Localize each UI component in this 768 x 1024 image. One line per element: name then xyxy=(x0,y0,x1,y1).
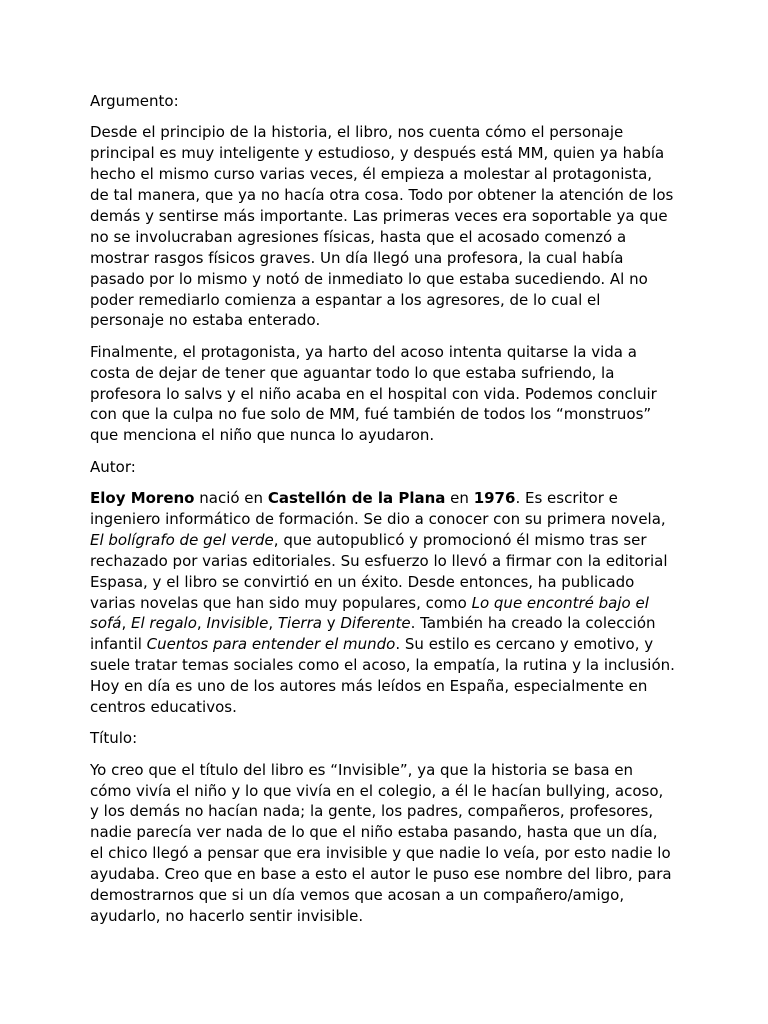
birth-year: 1976 xyxy=(473,488,516,507)
text-fragment: , que autopublicó y promocionó él mismo tras ser xyxy=(273,530,647,549)
heading-autor: Autor: xyxy=(90,457,136,476)
book-title: Invisible xyxy=(206,614,269,633)
text-line: nadie parecía ver nada de lo que el niño estaba pasando, hasta que un día, xyxy=(90,823,658,842)
text-line: Finalmente, el protagonista, ya harto del acoso intenta quitarse la vida a xyxy=(90,342,637,361)
text-line: ingeniero informático de formación. Se dio a conocer con su primera novela, xyxy=(90,509,666,528)
argumento-paragraph-2 xyxy=(90,342,682,447)
text-line xyxy=(90,488,682,509)
text-line: ayudarlo, no hacerlo sentir invisible. xyxy=(90,906,364,925)
text-line: que menciona el niño que nunca lo ayudaron. xyxy=(90,426,435,445)
document-page xyxy=(90,91,682,937)
text-line: cómo vivía el niño y lo que vivía en el colegio, a él le hacían bullying, acoso, xyxy=(90,781,664,800)
text-line: Desde el principio de la historia, el libro, nos cuenta cómo el personaje xyxy=(90,123,624,142)
text-fragment: , xyxy=(268,614,278,633)
text-fragment: nació en xyxy=(194,488,268,507)
text-line: y los demás no hacían nada; la gente, los padres, compañeros, profesores, xyxy=(90,802,654,821)
titulo-paragraph xyxy=(90,760,682,927)
text-fragment: . Su estilo es cercano y emotivo, y xyxy=(395,635,654,654)
text-line: Hoy en día es uno de los autores más leídos en España, especialmente en xyxy=(90,677,648,696)
text-line xyxy=(90,613,682,634)
text-line: rechazado por varias editoriales. Su esfuerzo lo llevó a firmar con la editorial xyxy=(90,551,668,570)
text-line: profesora lo salvs y el niño acaba en el hospital con vida. Podemos concluir xyxy=(90,384,657,403)
text-line: pasado por lo mismo y notó de inmediato lo que estaba sucediendo. Al no xyxy=(90,269,648,288)
text-fragment: . Es escritor e xyxy=(515,488,618,507)
text-line: Yo creo que el título del libro es “Invisible”, ya que la historia se basa en xyxy=(90,760,634,779)
book-title: El bolígrafo de gel verde xyxy=(90,530,274,549)
text-line: hecho el mismo curso varias veces, él empieza a molestar al protagonista, xyxy=(90,165,653,184)
text-line: demás y sentirse más importante. Las primeras veces era soportable ya que xyxy=(90,206,668,225)
autor-paragraph xyxy=(90,488,682,718)
book-title: Diferente xyxy=(340,614,411,633)
text-line: con que la culpa no fue solo de MM, fué también de todos los “monstruos” xyxy=(90,405,652,424)
book-title: sofá xyxy=(90,614,122,633)
text-fragment: , xyxy=(196,614,207,633)
birth-place: Castellón de la Plana xyxy=(267,488,446,507)
text-fragment: varias novelas que han sido muy populares, como xyxy=(90,593,472,612)
text-line: Espasa, y el libro se convirtió en un éxito. Desde entonces, ha publicado xyxy=(90,572,635,591)
text-line: poder remediarlo comienza a espantar a los agresores, de lo cual el xyxy=(90,290,601,309)
text-line: mostrar rasgos físicos graves. Un día llegó una profesora, la cual había xyxy=(90,248,624,267)
text-fragment: . También ha creado la colección xyxy=(410,614,656,633)
heading-titulo: Título: xyxy=(90,729,138,748)
text-line: suele tratar temas sociales como el acoso, la empatía, la rutina y la inclusión. xyxy=(90,656,675,675)
book-title: El regalo xyxy=(131,614,197,633)
text-line: ayudaba. Creo que en base a esto el autor le puso ese nombre del libro, para xyxy=(90,865,672,884)
text-fragment: y xyxy=(321,614,341,633)
text-line: centros educativos. xyxy=(90,698,237,717)
text-line xyxy=(90,593,682,614)
book-title: Cuentos para entender el mundo xyxy=(146,635,396,654)
book-title: Lo que encontré bajo el xyxy=(471,593,649,612)
text-line xyxy=(90,634,682,655)
author-name: Eloy Moreno xyxy=(90,488,195,507)
text-line: el chico llegó a pensar que era invisible y que nadie lo veía, por esto nadie lo xyxy=(90,844,671,863)
text-line: de tal manera, que ya no hacía otra cosa. Todo por obtener la atención de los xyxy=(90,186,674,205)
text-line: personaje no estaba enterado. xyxy=(90,311,321,330)
text-line: costa de dejar de tener que aguantar todo lo que estaba sufriendo, la xyxy=(90,363,615,382)
heading-argumento: Argumento: xyxy=(90,92,179,110)
text-line xyxy=(90,530,682,551)
text-line: principal es muy inteligente y estudioso, y después está MM, quien ya había xyxy=(90,144,665,163)
text-line: no se involucraban agresiones físicas, hasta que el acosado comenzó a xyxy=(90,227,627,246)
text-fragment: infantil xyxy=(90,635,147,654)
argumento-paragraph-1 xyxy=(90,122,682,331)
text-fragment: en xyxy=(445,488,474,507)
text-fragment: , xyxy=(121,614,132,633)
text-line: demostrarnos que si un día vemos que acosan a un compañero/amigo, xyxy=(90,886,625,905)
book-title: Tierra xyxy=(277,614,322,633)
